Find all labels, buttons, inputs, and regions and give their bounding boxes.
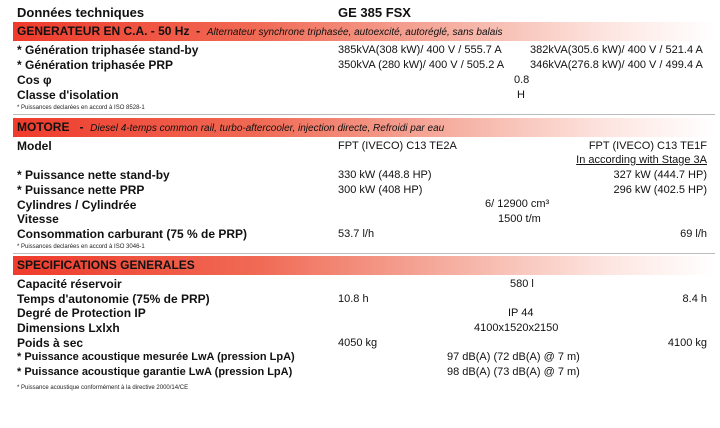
engine-section-subtitle: Diesel 4-temps common rail, turbo-aftercooler, injection directe, Refroidi par eau xyxy=(90,123,445,134)
protection-value: IP 44 xyxy=(508,307,534,319)
fuel-consumption-value-2: 69 l/h xyxy=(680,228,707,240)
tank-capacity-value: 580 l xyxy=(510,278,534,290)
autonomy-label: Temps d'autonomie (75% de PRP) xyxy=(17,292,210,306)
insulation-class-value: H xyxy=(517,89,525,101)
generator-note: * Puissances declarées en accord à ISO 8528-1 xyxy=(17,105,145,111)
engine-note: * Puissances declarées en accord à ISO 3046-1 xyxy=(17,244,145,250)
gen-prp-label: * Génération triphasée PRP xyxy=(17,58,174,72)
fuel-consumption-value-1: 53.7 l/h xyxy=(338,228,375,240)
tank-capacity-label: Capacité réservoir xyxy=(17,277,122,291)
speed-value: 1500 t/m xyxy=(498,213,541,225)
engine-prp-value-1: 300 kW (408 HP) xyxy=(338,184,423,196)
divider xyxy=(13,253,715,254)
engine-model-label: Model xyxy=(17,139,52,153)
speed-label: Vitesse xyxy=(17,212,59,226)
general-section-header xyxy=(13,256,715,275)
general-section-title: SPECIFICATIONS GENERALES xyxy=(17,258,195,272)
cylinders-value: 6/ 12900 cm³ xyxy=(485,198,550,210)
engine-section-header xyxy=(13,118,715,137)
cos-phi-value: 0.8 xyxy=(514,74,530,86)
engine-prp-value-2: 296 kW (402.5 HP) xyxy=(613,184,707,196)
dry-weight-value-2: 4100 kg xyxy=(667,337,707,349)
stage-compliance-note: In according with Stage 3A xyxy=(576,154,707,166)
cos-phi-label: Cos φ xyxy=(17,73,52,87)
generator-section-header xyxy=(13,22,715,41)
gen-prp-value-1: 350kVA (280 kW)/ 400 V / 505.2 A xyxy=(338,59,505,71)
acoustic-note: * Puissance acoustique conformément à la directive 2000/14/CE xyxy=(17,385,189,391)
engine-standby-label: * Puissance nette stand-by xyxy=(17,168,170,182)
gen-standby-label: * Génération triphasée stand-by xyxy=(17,43,199,57)
dry-weight-label: Poids à sec xyxy=(17,336,84,350)
generator-section-dash: - xyxy=(196,24,201,38)
lwa-measured-label: * Puissance acoustique mesurée LwA (pression LpA) xyxy=(17,351,295,363)
gen-standby-value-1: 385kVA(308 kW)/ 400 V / 555.7 A xyxy=(338,44,502,56)
product-model: GE 385 FSX xyxy=(338,5,411,20)
engine-section-title: MOTORE xyxy=(17,120,70,134)
generator-section-subtitle: Alternateur synchrone triphasée, autoexcité, autoréglé, sans balais xyxy=(206,27,503,38)
engine-model-value-2: FPT (IVECO) C13 TE1F xyxy=(588,140,707,152)
dry-weight-value-1: 4050 kg xyxy=(338,337,378,349)
cylinders-label: Cylindres / Cylindrée xyxy=(17,198,137,212)
gen-prp-value-2: 346kVA(276.8 kW)/ 400 V / 499.4 A xyxy=(530,59,703,71)
lwa-measured-value: 97 dB(A) (72 dB(A) @ 7 m) xyxy=(447,351,580,363)
engine-prp-label: * Puissance nette PRP xyxy=(17,183,145,197)
engine-section-dash: - xyxy=(79,120,84,134)
gen-standby-value-2: 382kVA(305.6 kW)/ 400 V / 521.4 A xyxy=(530,44,703,56)
divider xyxy=(13,114,715,115)
autonomy-value-2: 8.4 h xyxy=(682,293,707,305)
insulation-class-label: Classe d'isolation xyxy=(17,88,119,102)
dimensions-label: Dimensions Lxlxh xyxy=(17,321,120,335)
engine-standby-value-1: 330 kW (448.8 HP) xyxy=(338,169,432,181)
engine-model-value-1: FPT (IVECO) C13 TE2A xyxy=(338,140,457,152)
document-title: Données techniques xyxy=(17,5,145,20)
engine-standby-value-2: 327 kW (444.7 HP) xyxy=(613,169,707,181)
lwa-guaranteed-value: 98 dB(A) (73 dB(A) @ 7 m) xyxy=(447,366,580,378)
lwa-guaranteed-label: * Puissance acoustique garantie LwA (pression LpA) xyxy=(17,366,293,378)
fuel-consumption-label: Consommation carburant (75 % de PRP) xyxy=(17,227,248,241)
dimensions-value: 4100x1520x2150 xyxy=(474,322,559,334)
generator-section-title: GENERATEUR EN C.A. - 50 Hz xyxy=(17,24,190,38)
protection-label: Degré de Protection IP xyxy=(17,306,146,320)
autonomy-value-1: 10.8 h xyxy=(338,293,369,305)
